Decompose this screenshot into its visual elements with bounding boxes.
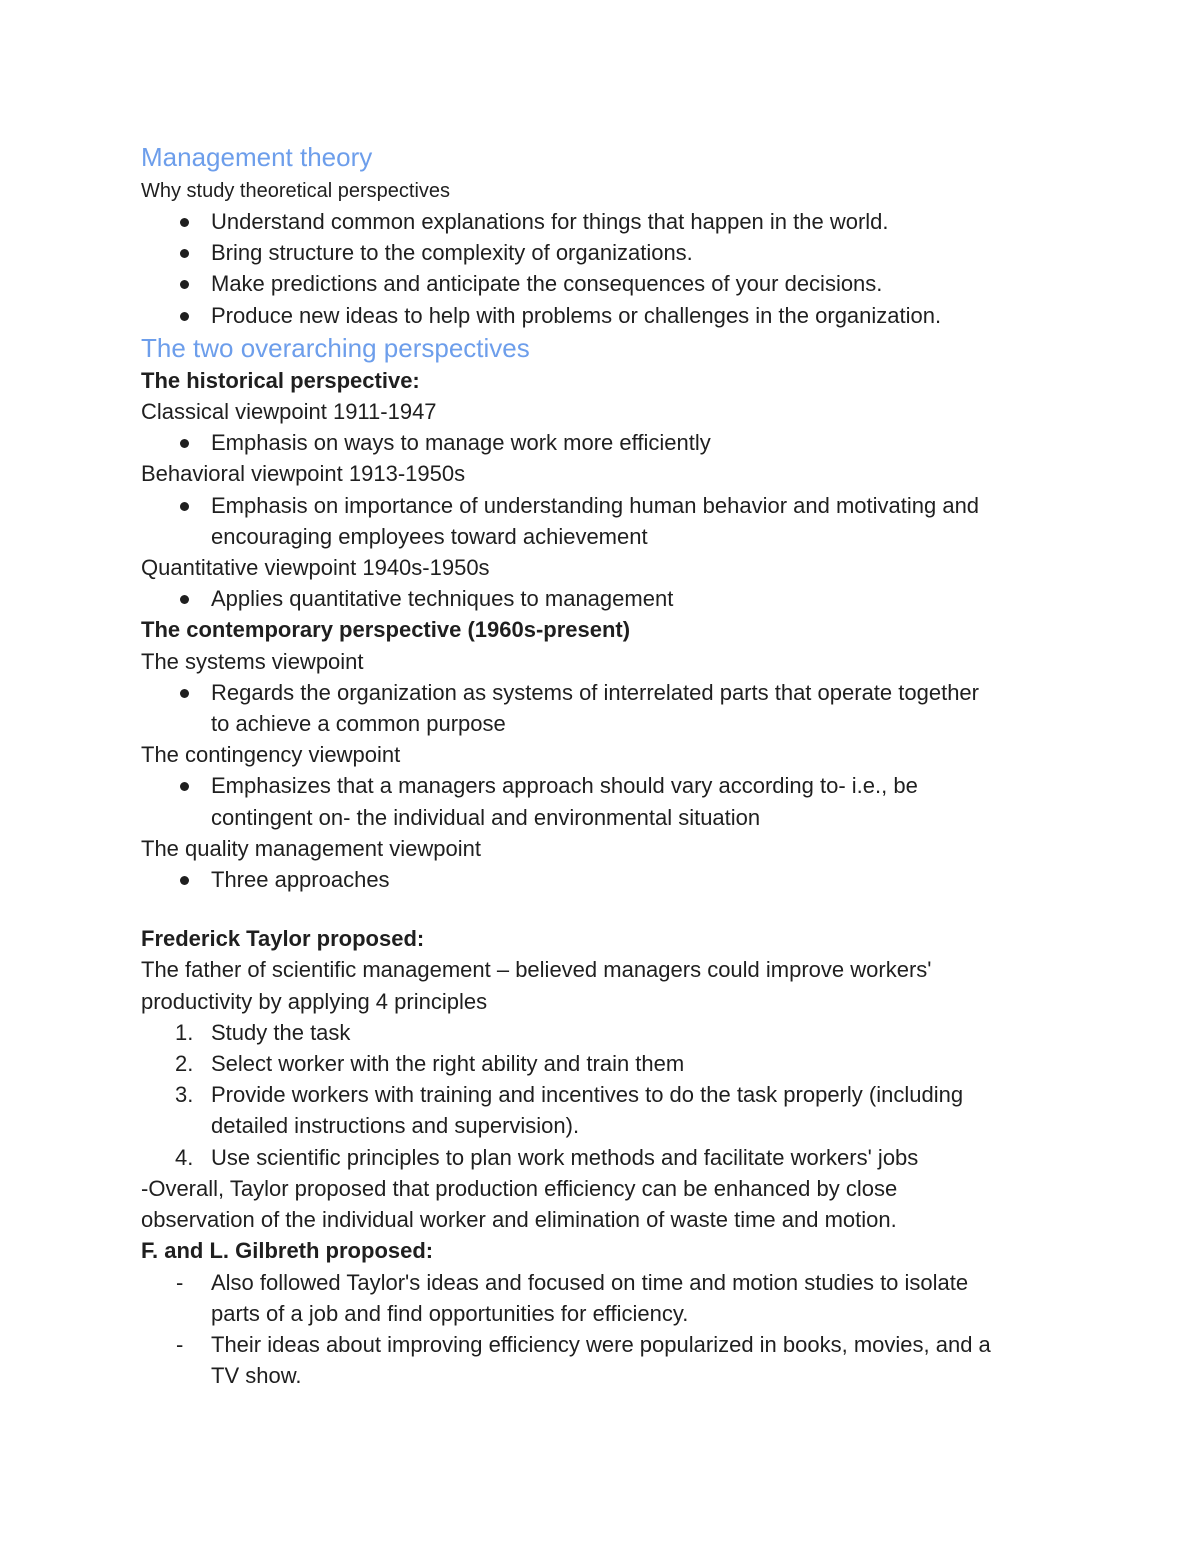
contemporary-heading: The contemporary perspective (1960s-present) [141,617,631,643]
classical-label: Classical viewpoint 1911-1947 [141,399,437,425]
list-item: Regards the organization as systems of interrelated parts that operate together to achieve a common purpose [141,677,1061,739]
spacer [141,895,1061,923]
list-item: Applies quantitative techniques to management [141,583,1061,614]
systems-label: The systems viewpoint [141,648,364,674]
taylor-overall-line: -Overall, Taylor proposed that production efficiency can be enhanced by close [141,1175,898,1201]
behavioral-list [141,490,1061,552]
historical-heading: The historical perspective: [141,367,420,393]
list-item: Three approaches [141,864,1061,895]
dash-marker: - [176,1331,184,1357]
bullet-icon [180,595,189,604]
contingency-label: The contingency viewpoint [141,742,401,768]
list-item: 1. Study the task [141,1017,1061,1048]
list-number: 1. [175,1019,194,1045]
list-item: Emphasizes that a managers approach should vary according to- i.e., be contingent on- the individual and environmental situation [141,770,1061,832]
quantitative-label: Quantitative viewpoint 1940s-1950s [141,555,490,581]
list-item: Bring structure to the complexity of organizations. [141,237,1061,268]
why-study-list [141,206,1061,331]
taylor-intro-line: The father of scientific management – believed managers could improve workers' [141,957,932,983]
contingency-list [141,770,1061,832]
list-number: 4. [175,1144,194,1170]
bullet-icon [180,439,189,448]
taylor-heading: Frederick Taylor proposed: [141,926,425,952]
taylor-intro-line: productivity by applying 4 principles [141,988,488,1014]
systems-list [141,677,1061,739]
bullet-icon [180,502,189,511]
bullet-icon [180,782,189,791]
list-item: 3. Provide workers with training and incentives to do the task properly (including detailed instructions and supervision). [141,1079,1061,1141]
dash-marker: - [176,1269,184,1295]
perspectives-heading: The two overarching perspectives [141,332,530,363]
quality-list [141,864,1061,895]
list-item: - Also followed Taylor's ideas and focused on time and motion studies to isolate parts of a job and find opportunities for efficiency. [141,1267,1061,1329]
list-item: Make predictions and anticipate the consequences of your decisions. [141,268,1061,299]
page-title: Management theory [141,142,373,172]
bullet-icon [180,249,189,258]
taylor-principles-list [141,1017,1061,1173]
bullet-icon [180,218,189,227]
quality-label: The quality management viewpoint [141,835,481,861]
list-number: 3. [175,1082,194,1108]
list-item: - Their ideas about improving efficiency were popularized in books, movies, and a TV show. [141,1329,1061,1391]
gilbreth-list [141,1267,1061,1392]
why-study-heading: Why study theoretical perspectives [141,180,451,202]
classical-list [141,427,1061,458]
list-item: Emphasis on importance of understanding human behavior and motivating and encouraging employees toward achievement [141,490,1061,552]
gilbreth-heading: F. and L. Gilbreth proposed: [141,1238,434,1264]
list-item: 2. Select worker with the right ability and train them [141,1048,1061,1079]
quantitative-list [141,583,1061,614]
behavioral-label: Behavioral viewpoint 1913-1950s [141,461,466,487]
bullet-icon [180,312,189,321]
bullet-icon [180,689,189,698]
bullet-icon [180,280,189,289]
list-item: Understand common explanations for things that happen in the world. [141,206,1061,237]
list-item: Emphasis on ways to manage work more efficiently [141,427,1061,458]
bullet-icon [180,876,189,885]
list-item: 4. Use scientific principles to plan work methods and facilitate workers' jobs [141,1142,1061,1173]
document-body [141,140,1061,1391]
taylor-overall-line: observation of the individual worker and elimination of waste time and motion. [141,1207,897,1233]
list-number: 2. [175,1051,194,1077]
list-item: Produce new ideas to help with problems or challenges in the organization. [141,300,1061,331]
